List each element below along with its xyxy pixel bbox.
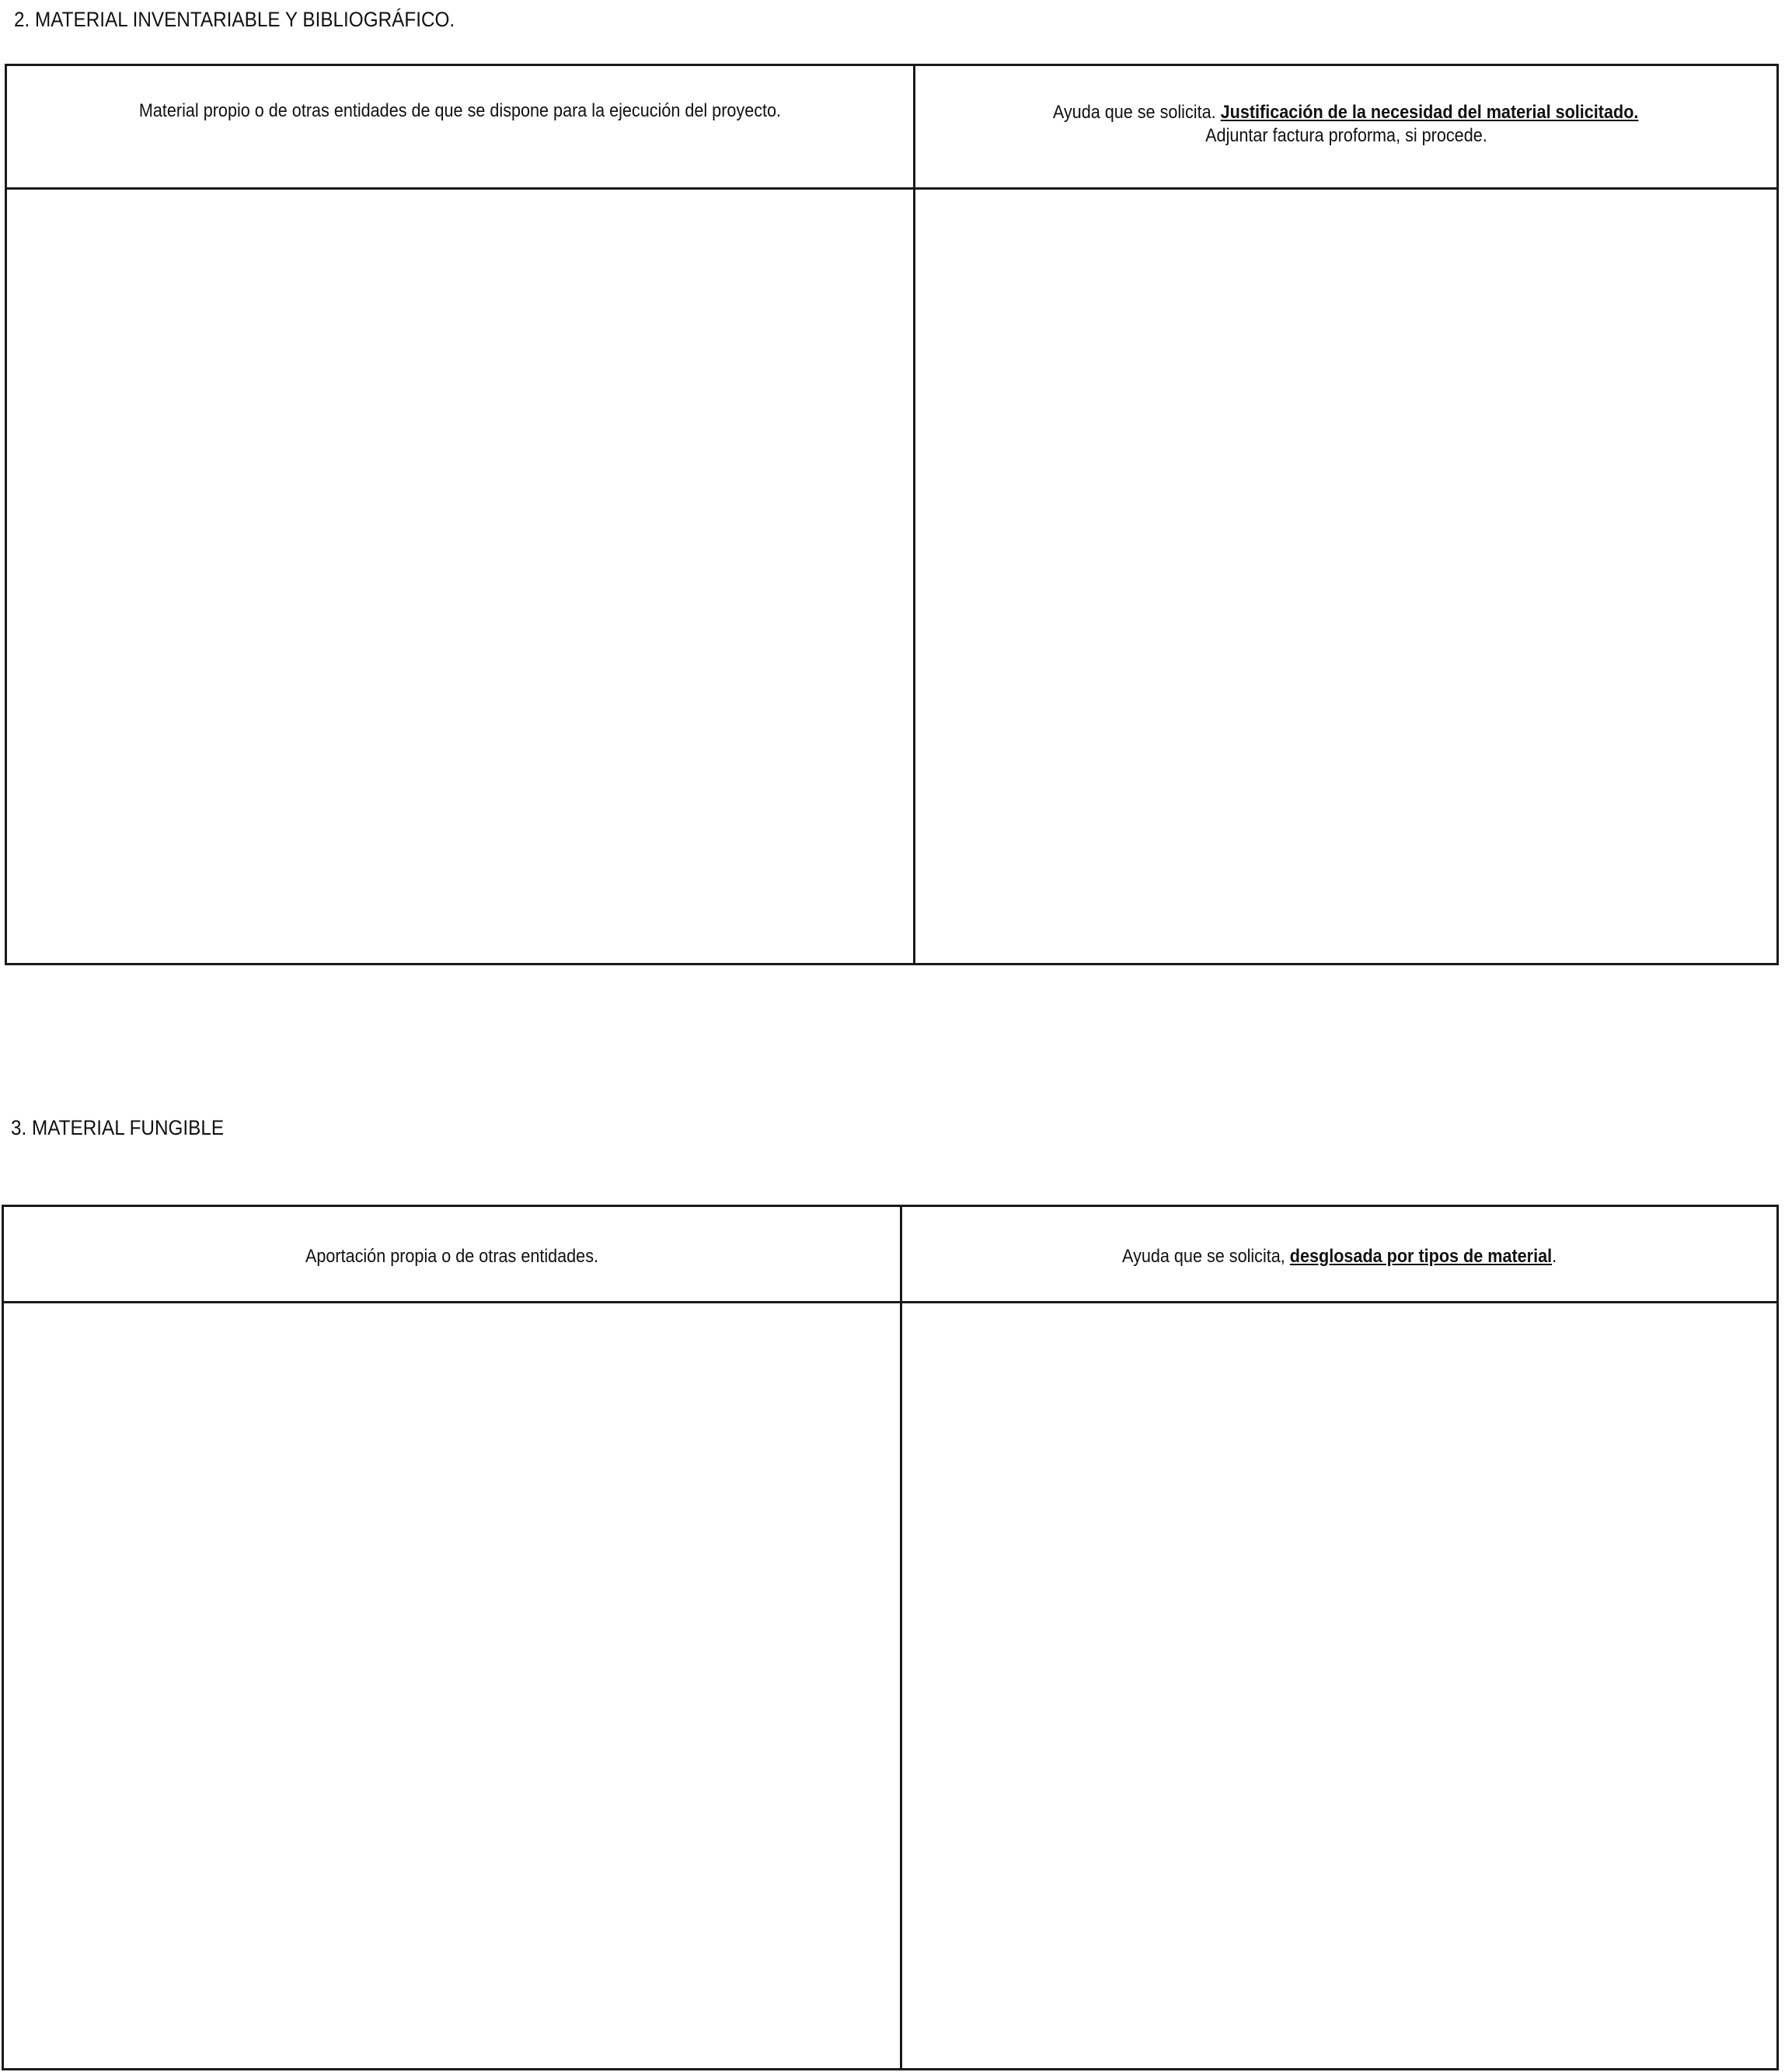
section-3-title: 3. MATERIAL FUNGIBLE <box>11 1116 225 1139</box>
section-2-right-header <box>915 66 1776 148</box>
section-3-left-input-area[interactable] <box>4 1303 900 2068</box>
section-2-table <box>5 64 1779 965</box>
section-3-right-header <box>902 1207 1776 1268</box>
section-2-right-header-suffix: . <box>1633 102 1639 123</box>
section-2-right-header-line1 <box>1053 101 1639 124</box>
section-2-right-header-prefix: Ayuda que se solicita. <box>1053 102 1216 123</box>
section-3-left-header <box>4 1207 900 1268</box>
section-2-right-header-emphasis: Justificación de la necesidad del material solicitado <box>1220 102 1634 123</box>
section-3-table <box>2 1205 1779 2070</box>
section-3-right-header-line1 <box>1122 1245 1557 1268</box>
section-3-right-header-prefix: Ayuda que se solicita, <box>1121 1246 1285 1267</box>
section-3-left-header-text: Aportación propia o de otras entidades. <box>305 1246 599 1267</box>
section-2-title: 2. MATERIAL INVENTARIABLE Y BIBLIOGRÁFICO. <box>14 8 455 31</box>
section-2-left-input-area[interactable] <box>7 190 913 963</box>
section-3-right-input-area[interactable] <box>902 1303 1776 2068</box>
section-2-left-header <box>7 66 913 123</box>
section-3-right-header-emphasis: desglosada por tipos de material <box>1289 1246 1553 1267</box>
section-2-left-header-text: Material propio o de otras entidades de que se dispone para la ejecución del proyecto. <box>138 100 782 121</box>
section-2-right-input-area[interactable] <box>915 190 1776 963</box>
section-2-right-header-line2: Adjuntar factura proforma, si procede. <box>1205 125 1487 146</box>
section-3-right-header-suffix: . <box>1552 1246 1557 1267</box>
